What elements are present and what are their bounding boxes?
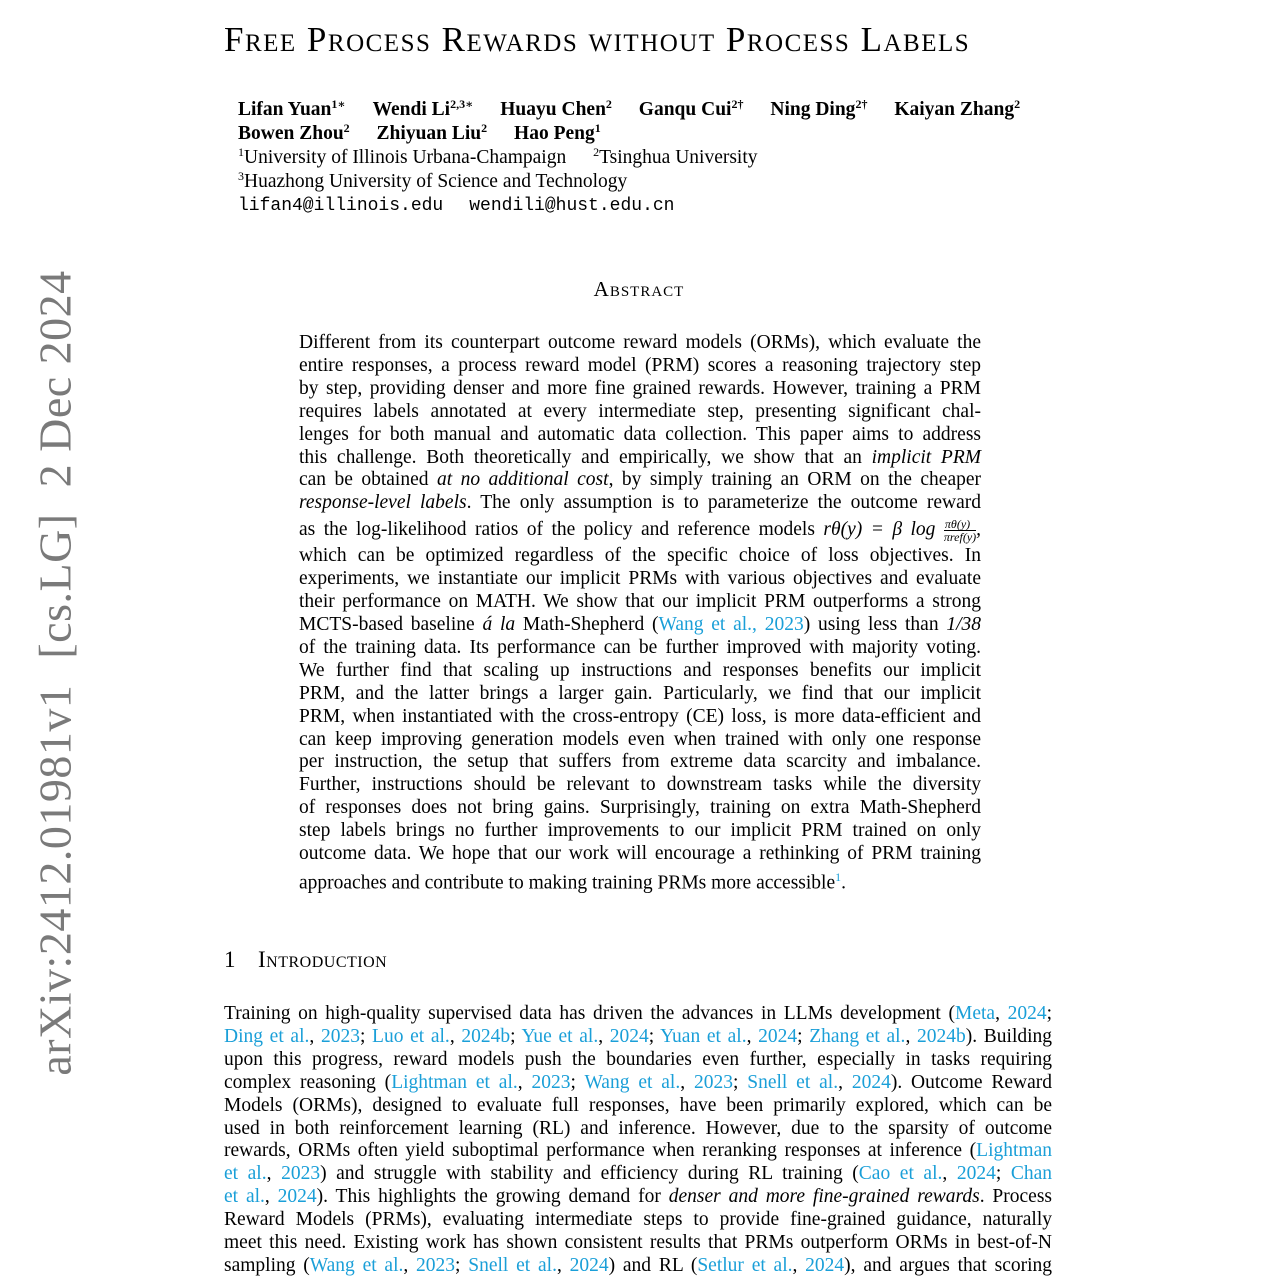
affiliation-line-1 [238,146,1068,170]
text-run: , [746,1025,759,1047]
citation-link[interactable]: 2024b [917,1025,966,1047]
text-run: , [403,1254,417,1276]
text-run: ; [732,1071,748,1093]
abstract-line: requires labels annotated at every intermediate step, presenting significant chal- [299,400,981,422]
introduction-line [224,1255,1052,1278]
citation-link[interactable]: 2023 [531,1071,571,1093]
text-run: ; [455,1254,469,1276]
text-run: complex reasoning ( [224,1071,392,1093]
arxiv-category: [cs.LG] [29,513,81,659]
citation-link[interactable]: 2023 [320,1025,360,1047]
text-run: ; [570,1071,585,1093]
author: Ganqu Cui$^{2\dagger}$ [638,97,744,120]
citation-link[interactable]: Luo et al. [372,1025,450,1047]
introduction-line [224,1003,1052,1026]
text-run: , [517,1071,532,1093]
citation-link[interactable]: Meta [954,1003,996,1024]
fraction-value: 1/38 [946,613,982,635]
introduction-line [224,1209,1052,1232]
citation-link[interactable]: 2024 [1007,1003,1047,1024]
affiliation-line-2 [238,170,1068,194]
paper-title: Free Process Rewards without Process Labels [224,20,971,59]
text-run: , [556,1254,570,1276]
text-run: ; [995,1163,1011,1185]
author: Lifan Yuan$^{1∗}$ [238,97,346,120]
author: Bowen Zhou$^2$ [238,121,350,144]
citation-link[interactable]: 2024 [758,1025,798,1047]
text-run: ; [510,1025,522,1047]
abstract-line: Different from its counterpart outcome reward models (ORMs), which evaluate the [299,332,981,353]
abstract-line: PRM, and the latter brings a larger gain. Particularly, we find that our implicit [299,682,981,704]
citation-link[interactable]: 2024 [851,1071,891,1093]
emphasis: á la [482,613,516,635]
introduction-line [224,1049,1052,1072]
text-run: upon this progress, reward models push the boundaries even further, especially in tasks requiring [224,1048,1052,1070]
abstract-body [299,332,981,895]
citation-link[interactable]: et al. [224,1163,267,1185]
text-run: ) and struggle with stability and efficiency during RL training ( [320,1163,859,1185]
author: Hao Peng$^1$ [514,121,601,144]
email-link[interactable]: wendili@hust.edu.cn [469,196,675,216]
text-run: ), and argues that scoring [844,1254,1053,1276]
citation-link[interactable]: Snell et al. [747,1071,839,1093]
abstract-heading: Abstract [593,277,685,301]
citation-link[interactable]: 2023 [693,1071,733,1093]
citation-link[interactable]: 2024 [805,1254,845,1276]
text-run: , [995,1003,1008,1024]
emphasis: response-level labels [299,492,467,514]
text-run: , [309,1025,321,1047]
abstract-line: We further find that scaling up instructions and responses benefits our implicit [299,659,981,681]
citation-link[interactable]: Snell et al. [468,1254,557,1276]
text-run: . Process [979,1186,1053,1208]
arxiv-stamp [29,244,82,1075]
abstract-line: can keep improving generation models even when trained with only one response [299,728,981,750]
abstract-line: outcome data. We hope that our work will encourage a rethinking of PRM training [299,843,981,865]
citation-link[interactable]: Wang et al. [584,1071,681,1093]
text-run: rewards, ORMs often yield suboptimal performance when reranking responses at inference ( [224,1140,977,1162]
text-run: ). Building [965,1025,1053,1047]
author: Wendi $Li^{2,3∗}$ [372,97,474,120]
citation-link[interactable]: et al. [224,1186,265,1208]
citation-link[interactable]: Wang et al. [309,1254,404,1276]
abstract-line: can be obtained at no additional cost, by simply training an ORM on the cheaper [299,469,982,491]
affiliation: $^3$Huazhong University of Science and Technology [238,169,628,192]
text-run: sampling ( [224,1254,310,1276]
introduction-line [224,1186,1052,1209]
citation-link[interactable]: Chan [1010,1163,1053,1185]
section-title: Introduction [258,947,388,972]
email-link[interactable]: lifan4@illinois.edu [238,196,444,216]
citation-link[interactable]: 2024 [569,1254,609,1276]
text-run: , [598,1025,610,1047]
introduction-body [224,1003,1052,1278]
abstract-line: entire responses, a process reward model (PRM) scores a reasoning trajectory step [299,354,981,376]
text-run: meet this need. Existing work has shown consistent results that PRMs outperform ORMs in best-of-N [224,1232,1052,1254]
introduction-line [224,1072,1052,1095]
introduction-line [224,1026,1052,1049]
author: Kaiyan Zhang$^2$ [894,97,1021,120]
text-run: , [449,1025,462,1047]
introduction-line [224,1163,1052,1186]
abstract-line: approaches and contribute to making training PRMs more accessible$^1$. [299,869,846,894]
introduction-line [224,1232,1052,1255]
affiliation: $^2$Tsinghua University [593,145,758,168]
text-run: ). This highlights the growing demand for [316,1186,669,1208]
abstract-line: which can be optimized regardless of the specific choice of loss objectives. In [299,545,981,567]
arxiv-id: arXiv:2412.01981v1 [29,684,81,1076]
citation-link[interactable]: 2024 [277,1186,317,1208]
introduction-line [224,1118,1052,1141]
citation-link[interactable]: Yuan et al. [660,1025,747,1047]
emphasis: at no additional cost [436,469,609,491]
citation-link[interactable]: Lightman et al. [391,1071,518,1093]
text-run: ; [1046,1003,1052,1024]
citation-link[interactable]: 2024 [956,1163,996,1185]
citation-link[interactable]: 2024 [609,1025,649,1047]
citation-link[interactable]: Cao et al. [858,1163,943,1185]
text-run: Training on high-quality supervised data has driven the advances in LLMs development ( [224,1003,955,1024]
text-run: ) and RL ( [608,1254,698,1276]
citation-link[interactable]: 2024b [461,1025,511,1047]
abstract-line: lenges for both manual and automatic data collection. This paper aims to address [299,423,981,445]
abstract-line: experiments, we instantiate our implicit PRMs with various objectives and evaluate [299,568,981,590]
citation-link[interactable]: Ding et al. [224,1025,310,1047]
citation-link[interactable]: 2023 [416,1254,456,1276]
emphasis: denser and more fine-grained rewards [668,1186,980,1208]
abstract-line: MCTS-based baseline á la Math-Shepherd (Wang et al., 2023) using less than 1/38 [299,613,982,635]
reward-formula: rθ(y) = β log $\frac{\pi\theta(y)}{\text{πref(y)}}$ , [823,517,982,545]
abstract-line: their performance on MATH. We show that our implicit PRM outperforms a strong [299,591,981,613]
citation-link[interactable]: Yue et al. [521,1025,599,1047]
affiliation: $^1$University of Illinois Urbana-Champaign [238,145,567,168]
text-run: Reward Models (PRMs), evaluating intermediate steps to provide fine-grained guidance, naturally [224,1209,1052,1231]
introduction-line [224,1140,1052,1163]
citation-link[interactable]: Lightman [976,1140,1052,1162]
citation-link[interactable]: Wang et al., 2023 [658,613,804,635]
abstract-line: PRM, when instantiated with the cross-entropy (CE) loss, is more data-efficient and [299,705,981,727]
text-run: ; [797,1025,810,1047]
text-run: ). Outcome Reward [890,1071,1053,1093]
text-run: , [792,1254,806,1276]
text-run: , [680,1071,694,1093]
section-number: 1 [224,947,236,972]
text-run: ; [359,1025,373,1047]
citation-link[interactable]: 2023 [281,1163,321,1185]
abstract-line: by step, providing denser and more fine grained rewards. However, training a PRM [299,377,981,399]
author: Zhiyuan Liu$^2$ [376,121,488,144]
text-run: , [264,1186,278,1208]
formula-fraction: $\frac{\pi\theta(y)}{\text{πref(y)}}$ [943,517,977,545]
author: Ning Ding$^{2\dagger}$ [770,97,868,120]
arxiv-date: 2 Dec 2024 [29,270,81,488]
abstract-line: step labels brings no further improvements to our implicit PRM trained on only [299,820,981,842]
introduction-line [224,1095,1052,1118]
text-run: , [838,1071,852,1093]
citation-link[interactable]: Zhang et al. [809,1025,906,1047]
text-run: Models (ORMs), designed to evaluate full responses, have been primarily explored, which can be [224,1094,1052,1116]
text-run: , [905,1025,917,1047]
abstract-line: per instruction, the setup that suffers from extreme data scarcity and imbalance. [299,751,981,773]
abstract-line: of responses does not bring gains. Surprisingly, training on extra Math-Shepherd [299,797,981,819]
footnote-link[interactable]: 1 [835,869,842,884]
text-run: , [266,1163,282,1185]
text-run: used in both reinforcement learning (RL) and inference. However, due to the sparsity of outcome [224,1117,1052,1139]
section-heading [224,947,387,973]
author-block [238,98,1068,218]
author: Huayu Chen$^2$ [500,97,612,120]
abstract-line: as the log-likelihood ratios of the policy and reference models rθ(y) = β log $\frac{\pi\theta(y)}{\text{πref(y)}}$ , [299,517,982,545]
text-run: , [942,1163,957,1185]
abstract-line: this challenge. Both theoretically and empirically, we show that an implicit PRM [299,446,982,468]
author-line-2 [238,122,1068,146]
email-line [238,194,1068,218]
abstract-line: of the training data. Its performance can be further improved with majority voting. [299,636,981,658]
emphasis: implicit PRM [871,446,982,468]
citation-link[interactable]: Setlur et al. [697,1254,793,1276]
abstract-line: response-level labels. The only assumption is to parameterize the outcome reward [299,492,982,514]
text-run: ; [648,1025,661,1047]
author-line-1 [238,98,1068,122]
abstract-line: Further, instructions should be relevant to downstream tasks while the diversity [299,774,981,796]
